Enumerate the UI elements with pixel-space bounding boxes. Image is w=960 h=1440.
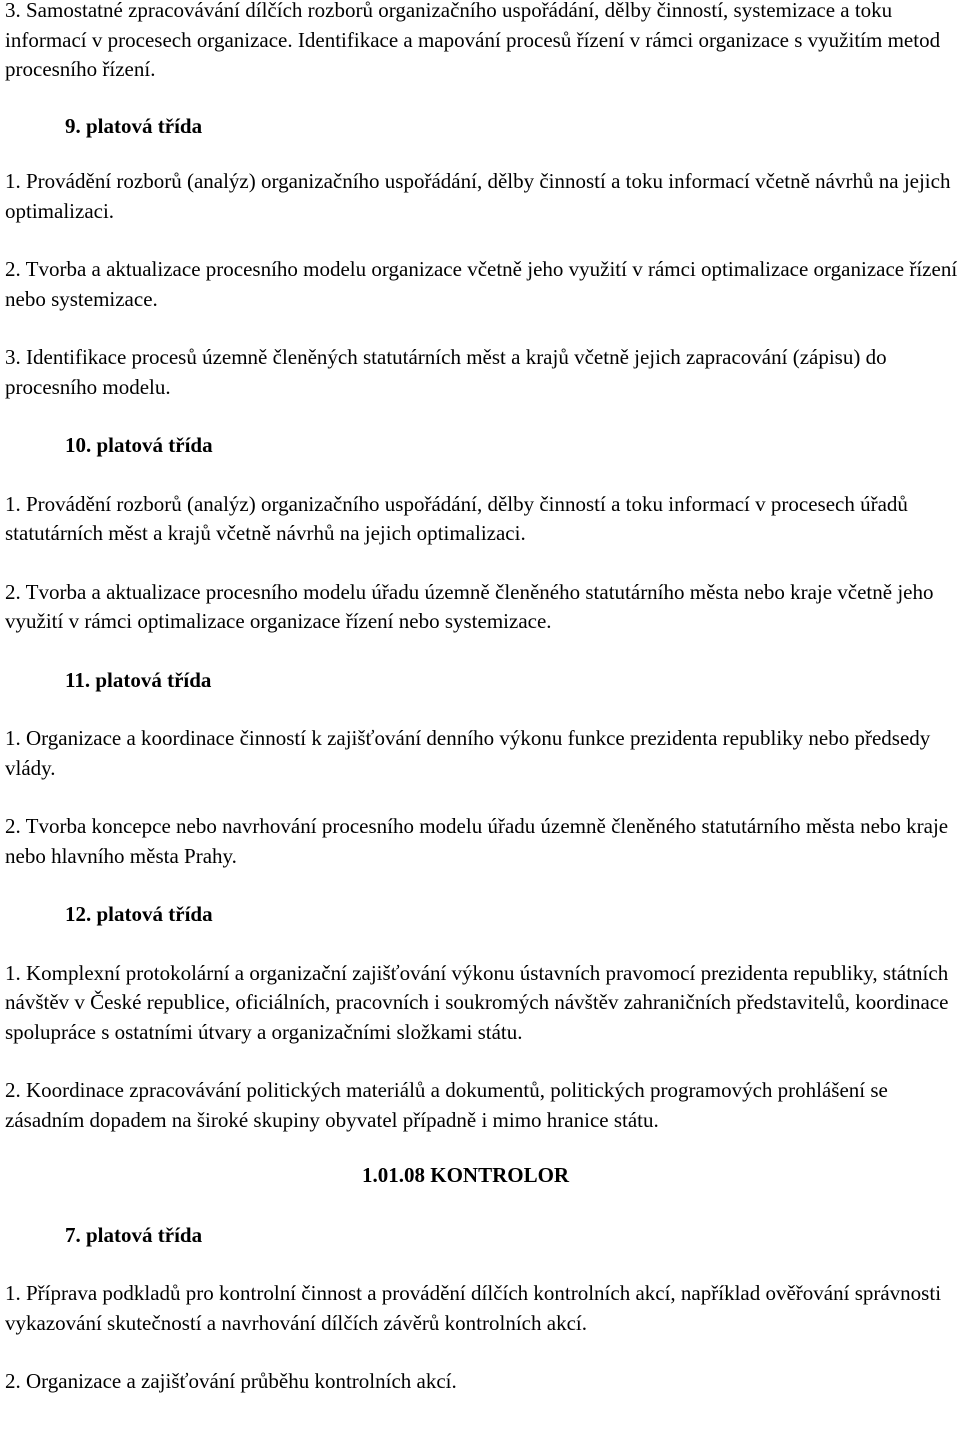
document-page <box>5 0 960 1397</box>
heading-class-9: 9. platová třída <box>65 113 203 138</box>
class-9-item-3: 3. Identifikace procesů územně členěných statutárních měst a krajů včetně jejich zapracování (zápisu) do procesního modelu. <box>5 345 887 399</box>
section-title: 1.01.08 KONTROLOR <box>362 1163 570 1187</box>
heading-class-7: 7. platová třída <box>65 1222 203 1247</box>
heading-class-12: 12. platová třída <box>65 902 213 926</box>
class-9-item-2: 2. Tvorba a aktualizace procesního modelu organizace včetně jeho využití v rámci optimalizace organizace řízení nebo systemizace. <box>5 257 958 311</box>
class-7-item-1: 1. Příprava podkladů pro kontrolní činnost a provádění dílčích kontrolních akcí, například ověřování správnosti vykazování skutečností a navrhování dílčích závěrů kontrolních akcí. <box>5 1281 942 1335</box>
class-7-item-2: 2. Organizace a zajišťování průběhu kontrolních akcí. <box>5 1369 457 1393</box>
intro-item: 3. Samostatné zpracovávání dílčích rozborů organizačního uspořádání, dělby činností, systemizace a toku informací v procesech organizace. Identifikace a mapování procesů řízení v rámci organizace s využitím metod procesního řízení. <box>5 0 941 81</box>
class-12-item-2: 2. Koordinace zpracovávání politických materiálů a dokumentů, politických programových prohlášení se zásadním dopadem na široké skupiny obyvatel případně i mimo hranice státu. <box>5 1078 888 1132</box>
class-12-item-1: 1. Komplexní protokolární a organizační zajišťování výkonu ústavních pravomocí prezidenta republiky, státních návštěv v České republice, oficiálních, pracovních i soukromých návštěv zahraničních představitelů, koordinace spolupráce s ostatními útvary a organizačními složkami státu. <box>5 960 949 1044</box>
heading-class-10: 10. platová třída <box>65 433 213 457</box>
class-10-item-2: 2. Tvorba a aktualizace procesního modelu úřadu územně členěného statutárního města nebo kraje včetně jeho využití v rámci optimalizace organizace řízení nebo systemizace. <box>5 579 934 633</box>
class-11-item-2: 2. Tvorba koncepce nebo navrhování procesního modelu úřadu územně členěného statutárního města nebo kraje nebo hlavního města Prahy. <box>5 814 949 868</box>
class-9-item-1: 1. Provádění rozborů (analýz) organizačního uspořádání, dělby činností a toku informací včetně návrhů na jejich optimalizaci. <box>5 169 951 223</box>
class-11-item-1: 1. Organizace a koordinace činností k zajišťování denního výkonu funkce prezidenta republiky nebo předsedy vlády. <box>5 726 931 780</box>
heading-class-11: 11. platová třída <box>65 667 212 692</box>
class-10-item-1: 1. Provádění rozborů (analýz) organizačního uspořádání, dělby činností a toku informací v procesech úřadů statutárních měst a krajů včetně návrhů na jejich optimalizaci. <box>5 491 908 545</box>
